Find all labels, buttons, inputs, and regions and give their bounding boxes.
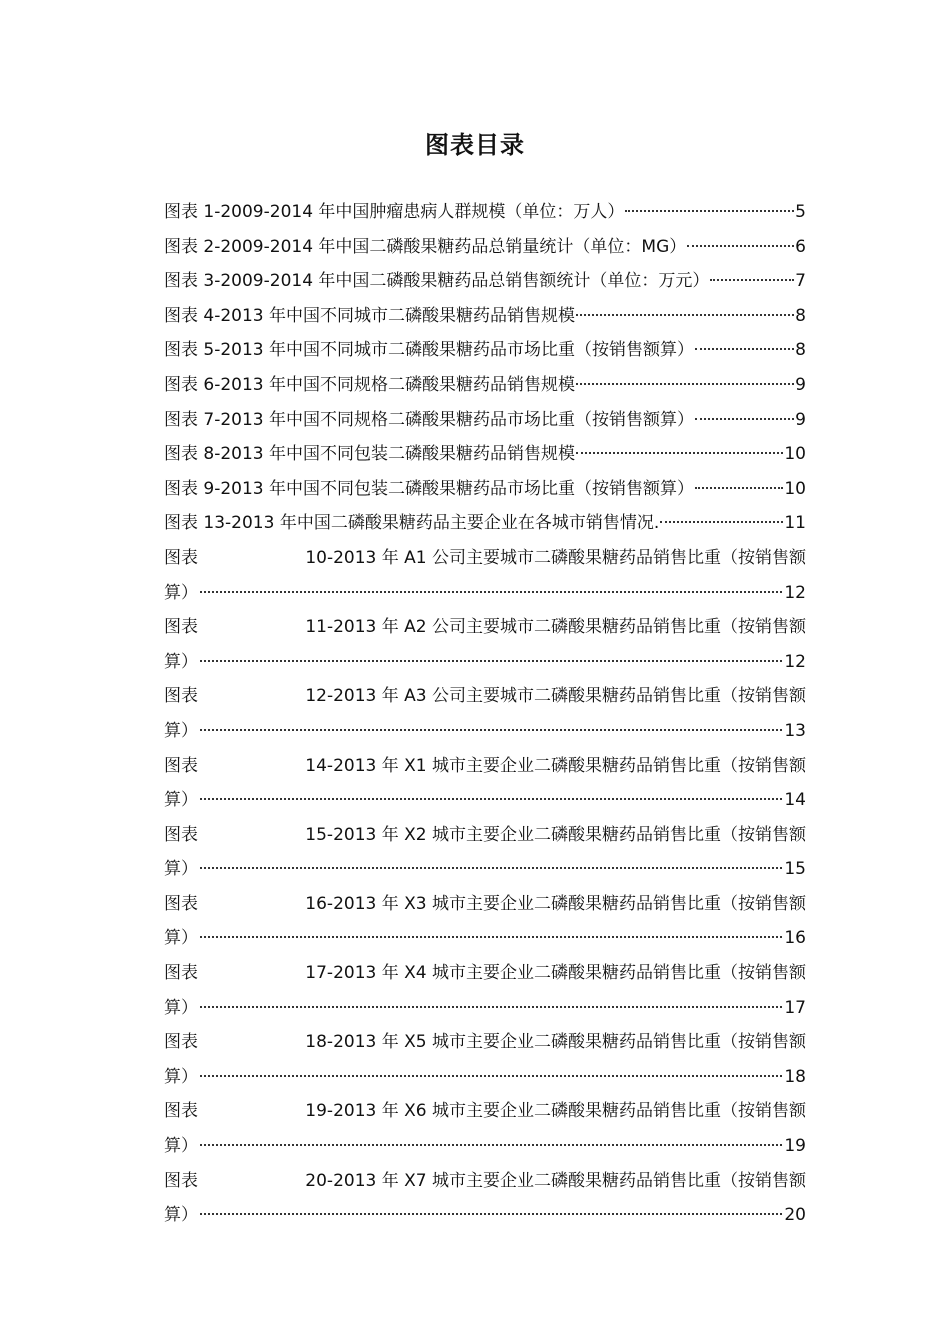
toc-entry-title-tail: 算） — [164, 790, 198, 811]
toc-entry-title-tail: 算） — [164, 997, 198, 1018]
toc-entry-title: 16-2013 年 X3 城市主要企业二磷酸果糖药品销售比重（按销售额 — [305, 893, 806, 914]
toc-entry-label: 图表 — [164, 824, 198, 845]
dot-leader — [576, 452, 783, 454]
toc-entry-title: 图表 2-2009-2014 年中国二磷酸果糖药品总销量统计（单位：MG） — [164, 236, 687, 257]
figure-list-wrapped — [164, 541, 806, 1233]
dot-leader — [200, 591, 782, 593]
toc-entry-page: 13 — [784, 720, 806, 741]
toc-entry[interactable] — [164, 679, 806, 748]
toc-entry-label: 图表 — [164, 1101, 198, 1122]
toc-entry-title: 10-2013 年 A1 公司主要城市二磷酸果糖药品销售比重（按销售额 — [305, 547, 806, 568]
toc-entry-title: 15-2013 年 X2 城市主要企业二磷酸果糖药品销售比重（按销售额 — [305, 824, 806, 845]
dot-leader — [660, 521, 783, 523]
toc-entry[interactable] — [164, 195, 806, 230]
toc-entry-title-tail: 算） — [164, 859, 198, 880]
toc-entry-first-line — [164, 956, 806, 991]
toc-entry-title: 17-2013 年 X4 城市主要企业二磷酸果糖药品销售比重（按销售额 — [305, 963, 806, 984]
toc-entry-page: 10 — [784, 478, 806, 499]
toc-entry-page: 9 — [795, 409, 806, 430]
toc-entry-second-line — [164, 1129, 806, 1164]
toc-entry-page: 18 — [784, 1066, 806, 1087]
dot-leader — [200, 1006, 782, 1008]
toc-entry[interactable] — [164, 368, 806, 403]
dot-leader — [200, 1075, 782, 1077]
dot-leader — [695, 487, 783, 489]
table-of-figures — [164, 195, 806, 1233]
dot-leader — [576, 314, 794, 316]
toc-entry[interactable] — [164, 437, 806, 472]
toc-entry-page: 8 — [795, 340, 806, 361]
toc-entry-title: 图表 1-2009-2014 年中国肿瘤患病人群规模（单位：万人） — [164, 202, 625, 222]
toc-entry-title: 图表 4-2013 年中国不同城市二磷酸果糖药品销售规模 — [164, 305, 576, 326]
toc-entry-title: 18-2013 年 X5 城市主要企业二磷酸果糖药品销售比重（按销售额 — [305, 1032, 806, 1053]
toc-entry[interactable] — [164, 506, 806, 541]
toc-entry[interactable] — [164, 749, 806, 818]
toc-entry-title-tail: 算） — [164, 1205, 198, 1226]
toc-entry[interactable] — [164, 1025, 806, 1094]
toc-entry-first-line — [164, 1094, 806, 1129]
toc-entry-title-tail: 算） — [164, 1136, 198, 1157]
toc-entry-page: 11 — [784, 513, 806, 534]
toc-entry-title: 11-2013 年 A2 公司主要城市二磷酸果糖药品销售比重（按销售额 — [305, 617, 806, 638]
dot-leader — [200, 1144, 782, 1146]
toc-entry-title: 图表 7-2013 年中国不同规格二磷酸果糖药品市场比重（按销售额算） — [164, 409, 695, 430]
toc-entry-page: 20 — [784, 1205, 806, 1226]
toc-entry[interactable] — [164, 264, 806, 299]
toc-entry-page: 9 — [795, 374, 806, 395]
dot-leader — [695, 348, 794, 350]
toc-entry-title: 14-2013 年 X1 城市主要企业二磷酸果糖药品销售比重（按销售额 — [305, 755, 806, 776]
dot-leader — [200, 798, 782, 800]
toc-entry-page: 14 — [784, 790, 806, 811]
dot-leader — [200, 936, 782, 938]
toc-entry-first-line — [164, 1164, 806, 1199]
toc-entry-second-line — [164, 991, 806, 1026]
toc-entry-second-line — [164, 1060, 806, 1095]
toc-entry-page: 10 — [784, 444, 806, 465]
toc-entry-page: 5 — [795, 202, 806, 222]
toc-entry[interactable] — [164, 610, 806, 679]
toc-entry-first-line — [164, 1025, 806, 1060]
toc-entry-first-line — [164, 818, 806, 853]
toc-entry[interactable] — [164, 299, 806, 334]
toc-entry-label: 图表 — [164, 686, 198, 707]
toc-entry-label: 图表 — [164, 1170, 198, 1191]
toc-entry-title: 图表 6-2013 年中国不同规格二磷酸果糖药品销售规模 — [164, 374, 576, 395]
toc-entry-second-line — [164, 576, 806, 611]
dot-leader — [200, 867, 782, 869]
toc-entry-label: 图表 — [164, 1032, 198, 1053]
toc-entry[interactable] — [164, 403, 806, 438]
toc-entry-title-tail: 算） — [164, 928, 198, 949]
toc-entry-second-line — [164, 645, 806, 680]
dot-leader — [200, 729, 782, 731]
toc-entry-title: 图表 13-2013 年中国二磷酸果糖药品主要企业在各城市销售情况. — [164, 513, 660, 534]
toc-entry-second-line — [164, 921, 806, 956]
toc-entry-title-tail: 算） — [164, 720, 198, 741]
toc-entry[interactable] — [164, 333, 806, 368]
toc-entry-first-line — [164, 541, 806, 576]
toc-entry-second-line — [164, 1198, 806, 1233]
toc-entry-title: 20-2013 年 X7 城市主要企业二磷酸果糖药品销售比重（按销售额 — [305, 1170, 806, 1191]
toc-entry[interactable] — [164, 818, 806, 887]
toc-entry-page: 17 — [784, 997, 806, 1018]
toc-entry-page: 19 — [784, 1136, 806, 1157]
toc-entry-title: 12-2013 年 A3 公司主要城市二磷酸果糖药品销售比重（按销售额 — [305, 686, 806, 707]
toc-entry-label: 图表 — [164, 617, 198, 638]
dot-leader — [200, 1213, 782, 1215]
toc-entry-first-line — [164, 679, 806, 714]
toc-entry-title: 图表 3-2009-2014 年中国二磷酸果糖药品总销售额统计（单位：万元） — [164, 271, 710, 292]
toc-entry[interactable] — [164, 1164, 806, 1233]
toc-entry-title: 19-2013 年 X6 城市主要企业二磷酸果糖药品销售比重（按销售额 — [305, 1101, 806, 1122]
toc-entry-page: 12 — [784, 651, 806, 672]
dot-leader — [576, 383, 794, 385]
toc-entry-page: 15 — [784, 859, 806, 880]
toc-entry[interactable] — [164, 472, 806, 507]
toc-entry-second-line — [164, 714, 806, 749]
toc-entry-title-tail: 算） — [164, 582, 198, 603]
toc-entry[interactable] — [164, 956, 806, 1025]
toc-entry[interactable] — [164, 541, 806, 610]
toc-entry[interactable] — [164, 230, 806, 265]
toc-entry-title: 图表 9-2013 年中国不同包装二磷酸果糖药品市场比重（按销售额算） — [164, 478, 695, 499]
dot-leader — [687, 245, 794, 247]
toc-entry-title: 图表 5-2013 年中国不同城市二磷酸果糖药品市场比重（按销售额算） — [164, 340, 695, 361]
toc-entry-label: 图表 — [164, 963, 198, 984]
toc-entry-title: 图表 8-2013 年中国不同包装二磷酸果糖药品销售规模 — [164, 444, 576, 465]
toc-entry-page: 16 — [784, 928, 806, 949]
dot-leader — [710, 279, 794, 281]
toc-entry-page: 8 — [795, 305, 806, 326]
toc-entry[interactable] — [164, 887, 806, 956]
toc-entry-second-line — [164, 852, 806, 887]
toc-entry-title-tail: 算） — [164, 1066, 198, 1087]
figure-list-single — [164, 195, 806, 541]
page-title: 图表目录 — [425, 131, 525, 159]
toc-entry-title-tail: 算） — [164, 651, 198, 672]
toc-entry-first-line — [164, 887, 806, 922]
toc-entry-page: 7 — [795, 271, 806, 292]
toc-entry-page: 6 — [795, 236, 806, 257]
toc-entry-page: 12 — [784, 582, 806, 603]
toc-entry-second-line — [164, 783, 806, 818]
toc-entry-label: 图表 — [164, 755, 198, 776]
dot-leader — [695, 418, 794, 420]
dot-leader — [625, 210, 794, 212]
toc-entry-first-line — [164, 749, 806, 784]
dot-leader — [200, 660, 782, 662]
toc-entry-first-line — [164, 610, 806, 645]
toc-entry[interactable] — [164, 1094, 806, 1163]
toc-entry-label: 图表 — [164, 893, 198, 914]
toc-entry-label: 图表 — [164, 547, 198, 568]
